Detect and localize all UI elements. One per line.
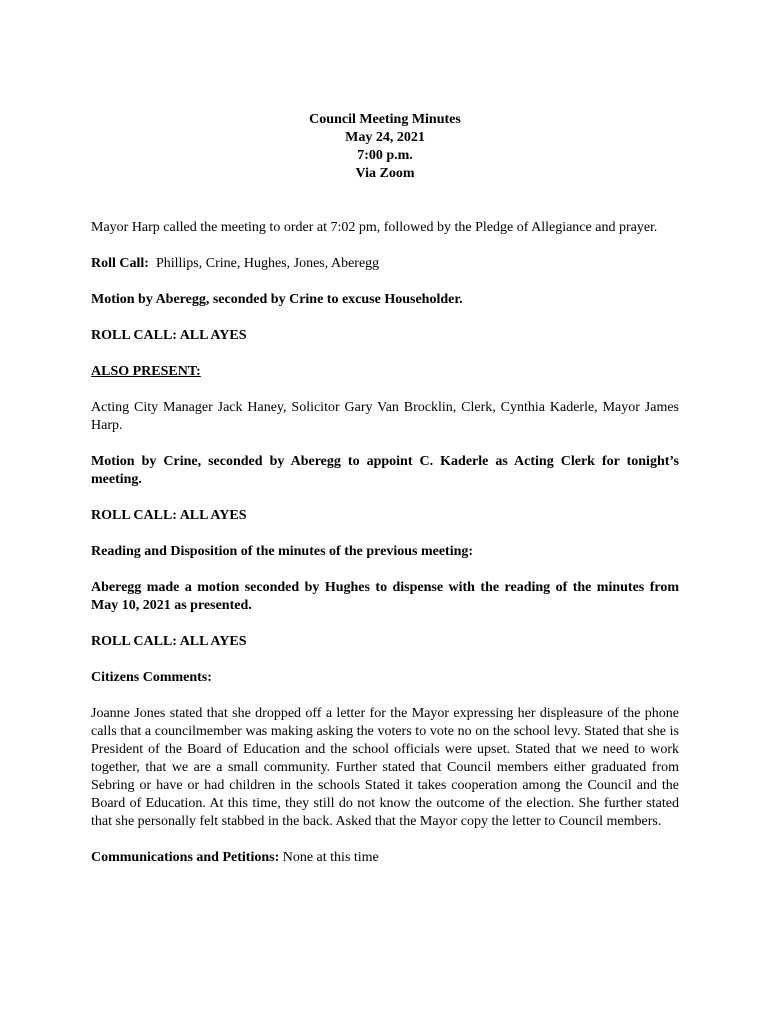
minutes-body — [91, 219, 679, 885]
communications-paragraph — [91, 849, 679, 867]
also-present-paragraph: Acting City Manager Jack Haney, Solicitor Gary Van Brocklin, Clerk, Cynthia Kaderle, Mayor James Harp. — [91, 400, 679, 433]
roll-call-result-3: ROLL CALL: ALL AYES — [91, 634, 247, 649]
citizens-comments-paragraph: Joanne Jones stated that she dropped off a letter for the Mayor expressing her displeasure of the phone calls that a councilmember was making asking the voters to vote no on the school levy. Stated that she is President of the Board of Education and the school officials were upset. Stated that we need to work together, that we are a small community. Further stated that Council members either graduated from Sebring or have or had children in the schools Stated it takes cooperation among the Council and the Board of Education. At this time, they still do not know the outcome of the election. She further stated that she personally felt stabbed in the back. Asked that the Mayor copy the letter to Council members. — [91, 706, 679, 829]
communications-label: Communications and Petitions: — [91, 850, 280, 865]
roll-call-paragraph — [91, 255, 679, 273]
motion-minutes-paragraph: Aberegg made a motion seconded by Hughes to dispense with the reading of the minutes from May 10, 2021 as presented. — [91, 580, 679, 613]
also-present-heading: ALSO PRESENT: — [91, 364, 201, 379]
call-to-order-paragraph: Mayor Harp called the meeting to order at 7:02 pm, followed by the Pledge of Allegiance and prayer. — [91, 220, 658, 235]
minutes-header — [0, 111, 770, 183]
roll-call-result-1: ROLL CALL: ALL AYES — [91, 328, 247, 343]
document-title: Council Meeting Minutes — [309, 112, 461, 127]
motion-excuse-paragraph: Motion by Aberegg, seconded by Crine to excuse Householder. — [91, 292, 463, 307]
roll-call-result-2: ROLL CALL: ALL AYES — [91, 508, 247, 523]
roll-call-names: Phillips, Crine, Hughes, Jones, Aberegg — [155, 256, 380, 271]
roll-call-label: Roll Call: — [91, 256, 149, 271]
communications-text: None at this time — [282, 850, 379, 865]
meeting-time: 7:00 p.m. — [357, 148, 413, 163]
meeting-date: May 24, 2021 — [345, 130, 425, 145]
meeting-location: Via Zoom — [355, 166, 415, 181]
motion-clerk-paragraph: Motion by Crine, seconded by Aberegg to appoint C. Kaderle as Acting Clerk for tonight’s meeting. — [91, 454, 679, 487]
minutes-heading: Reading and Disposition of the minutes of the previous meeting: — [91, 544, 474, 559]
citizens-comments-heading: Citizens Comments: — [91, 670, 212, 685]
